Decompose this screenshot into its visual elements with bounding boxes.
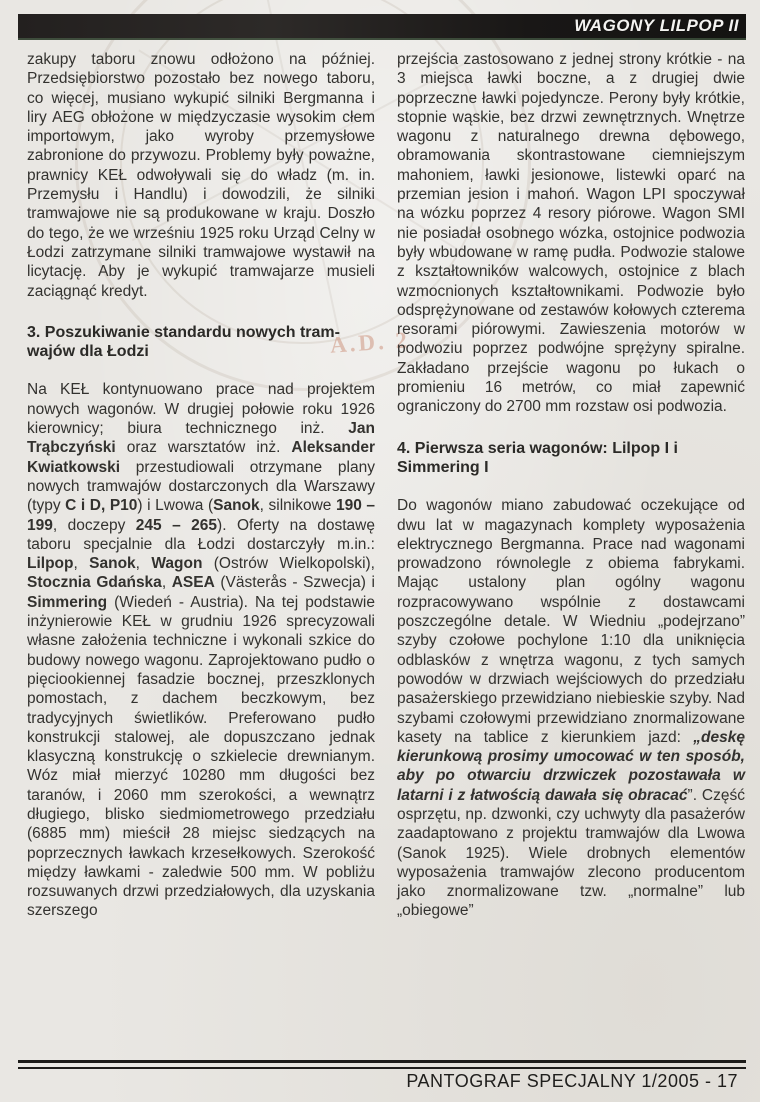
text-column-left bbox=[27, 50, 375, 940]
text-segment: Na KEŁ kontynuowano prace nad projektem nowych wagonów. W drugiej połowie roku 1926 kierownicy; biura technicznego inż. bbox=[27, 381, 375, 438]
text-column-right bbox=[397, 50, 745, 940]
text-segment: Sanok bbox=[89, 555, 136, 573]
text-segment: Wagon bbox=[151, 555, 203, 573]
body-paragraph bbox=[27, 50, 375, 301]
body-paragraph bbox=[397, 50, 745, 417]
text-segment: Stocznia Gdańska bbox=[27, 574, 162, 592]
text-segment: ASEA bbox=[171, 574, 215, 592]
text-segment: C i D, P10 bbox=[65, 497, 138, 515]
text-segment: przestudiowali otrzymane plany nowych tramwajów dostarczonych dla Warszawy (typy bbox=[27, 458, 375, 515]
text-segment: „deskę kierunkową prosimy umocować w ten sposób, aby po otwarciu drzwiczek pozostawała w latarni i z łatwością dawała się obracać bbox=[397, 728, 745, 804]
text-segment: ). Oferty na dostawę taboru specjalnie dla Łodzi dostarczyły m.in.: bbox=[27, 516, 375, 553]
body-paragraph bbox=[27, 380, 375, 920]
text-segment: , bbox=[135, 555, 152, 573]
text-segment: , doczepy bbox=[52, 516, 136, 534]
text-segment: Aleksander Kwiatkowski bbox=[27, 439, 375, 476]
text-segment: Jan Trąbczyński bbox=[27, 420, 375, 457]
text-segment: 3. Poszukiwanie standardu nowych tram-wajów dla Łodzi bbox=[27, 323, 340, 361]
text-segment: (Västerås - Szwecja) i bbox=[214, 574, 375, 592]
text-segment: (Ostrów Wielkopolski), bbox=[202, 555, 375, 573]
text-segment: Simmering bbox=[27, 593, 108, 611]
text-segment: oraz warsztatów inż. bbox=[115, 439, 292, 457]
text-segment: , bbox=[161, 574, 172, 592]
text-segment: 190 – 199 bbox=[27, 497, 375, 534]
section-heading bbox=[397, 439, 745, 478]
watermark-text: A.D. 2 bbox=[329, 327, 411, 358]
article-columns bbox=[27, 50, 745, 940]
text-segment: Sanok bbox=[213, 497, 260, 515]
text-segment: ”. Część osprzętu, np. dzwonki, czy uchwyty dla pasażerów zaadaptowano z projektu tramwajów dla Lwowa (Sanok 1925). Wiele drobnych elementów wyposażenia tramwajów zlecono producentom jako znormalizowane tzw. „normalne” lub „obiegowe” bbox=[397, 786, 745, 920]
page-header-bar bbox=[18, 14, 746, 40]
text-segment: (Wiedeń - Austria). Na tej podstawie inżynierowie KEŁ w grudniu 1926 sprecyzowali własne założenia techniczne i wykonali szkice do budowy nowego wagonu. Zaprojektowano pudło o pięciookiennej fasadzie bocznej, przeszklonych pomostach, z dachem beczkowym, bez tradycyjnych świetlików. Preferowano pudło konstrukcji stalowej, ale dopuszczano jednak klasyczną konstrukcję o szkielecie drewnianym. Wóz miał mierzyć 10280 mm długości bez taranów, i 2060 mm szerokości, a wewnątrz długiego, blisko siedmiometrowego przedziału (6885 mm) mieścił 28 miejsc siedzących na poprzecznych ławkach krzesełkowych. Szerokość między ławkami - zaledwie 500 mm. W pobliżu rozsuwanych drzwi przedziałowych, dla uzyskania szerszego bbox=[27, 593, 375, 920]
text-segment: Do wagonów miano zabudować oczekujące od dwu lat w magazynach komplety wyposażenia elektrycznego Bergmanna. Prace nad wagonami prowadzono równolegle z obiema fabrykami. Mając ustalony plan ogólny wagonu rozpracowywano wspólnie z dostawcami poszczególne detale. W Wiedniu „podejrzano” szyby czołowe pochylone 1:10 dla uniknięcia odblasków z wnętrza wagonu, z tych samych powodów w drzwiach wejściowych do przedziału pasażerskiego przewidziano niebieskie szyby. Nad szybami czołowymi przewidziano znormalizowane kasety na tablice z kierunkiem jazd: bbox=[397, 497, 745, 746]
page-header-title: WAGONY LILPOP II bbox=[574, 16, 739, 35]
footer-journal-page-label: PANTOGRAF SPECJALNY 1/2005 - 17 bbox=[406, 1071, 738, 1091]
text-segment: , silnikowe bbox=[259, 497, 336, 515]
page-footer bbox=[406, 1071, 738, 1092]
footer-divider-rule bbox=[18, 1060, 746, 1069]
text-segment: 4. Pierwsza seria wagonów: Lilpop I i Simmering I bbox=[397, 439, 678, 476]
text-segment: Lilpop bbox=[27, 555, 74, 573]
text-segment: zakupy taboru znowu odłożono na później. Przedsiębiorstwo pozostało bez nowego taboru, co więcej, musiano wykupić silniki Bergmanna i liry AEG obłożone w międzyczasie wysokim cłem importowym, jako wyroby przemysłowe zabronione do przywozu. Problemy były poważne, prawnicy KEŁ odwoływali się do władz (m. in. Przemysłu i Handlu) i dowodzili, że silniki tramwajowe nie są produkowane w kraju. Doszło do tego, że we wrześniu 1925 roku Urząd Celny w Łodzi zatrzymane silniki tramwajowe wystawił na licytację. Aby je wykupić tramwajarze musieli zaciągnąć kredyt. bbox=[27, 51, 375, 300]
text-segment: ) i Lwowa ( bbox=[137, 497, 214, 515]
text-segment: 245 – 265 bbox=[135, 516, 218, 534]
text-segment: przejścia zastosowano z jednej strony krótkie - na 3 miejsca ławki boczne, a z drugiej dwie poprzeczne ławki pojedyncze. Perony były krótkie, stopnie wąskie, bez drzwi zewnętrznych. Wnętrze wagonu z naturalnego drewna dębowego, obramowania skontrastowane ciemniejszym mahoniem, ławki jesionowe, listewki oparć na przemian jesion i mahoń. Wagon LPI spoczywał na wózku poprzez 4 resory piórowe. Wagon SMI nie posiadał osobnego wózka, ostojnice podwozia były wbudowane w ramę pudła. Podwozie stalowe z kształtowników walcowych, ostojnice z blach wzmocnionych kształtownikami. Podwozie było odsprężynowane od zestawów kołowych czterema resorami piórowymi. Zawieszenia motorów w podwoziu poprzez podwójne sprężyny spiralne. Zakładano przejście wagonu po łukach o promieniu 16 metrów, co miał zapewnić ograniczony do 2700 mm rozstaw osi podwozia. bbox=[397, 51, 745, 416]
body-paragraph bbox=[397, 496, 745, 921]
text-segment: , bbox=[73, 555, 90, 573]
section-heading bbox=[27, 323, 375, 362]
